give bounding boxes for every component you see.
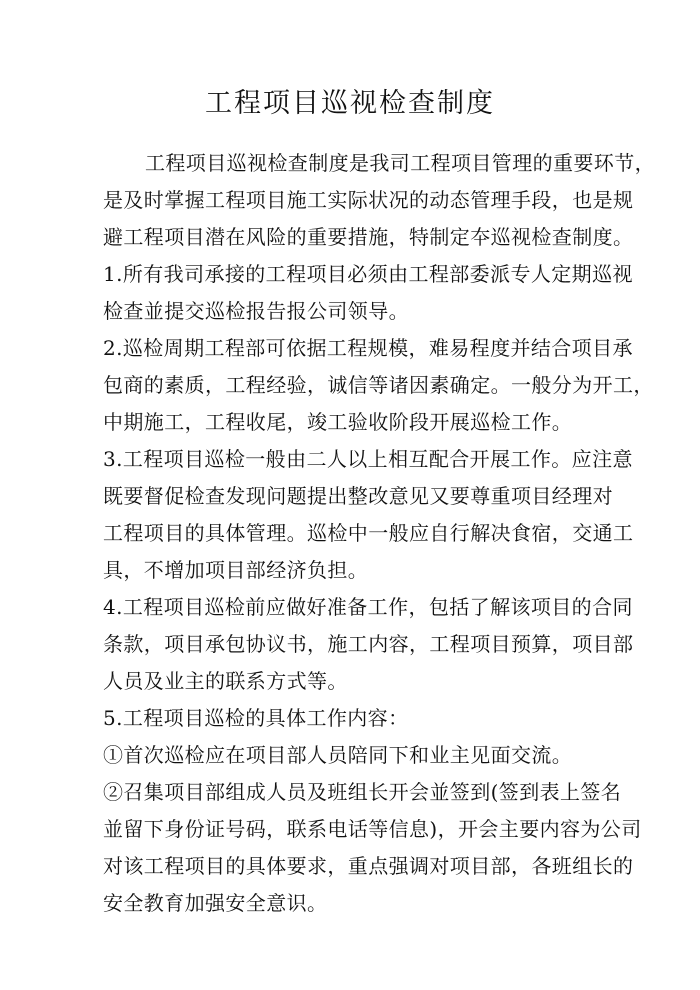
sub-item-2-line: 对该工程项目的具体要求，重点强调对项目部，各班组长的 [103,854,634,878]
item-5-heading: 5.工程项目巡检的具体工作内容： [103,706,409,730]
paragraph-line: 避工程项目潜在风险的重要措施，特制定夲巡视检查制度。 [103,225,634,249]
paragraph-line: 是及时掌握工程项目施工实际状况的动态管理手段，也是规 [103,188,634,212]
sub-item-2-line: 並留下身份证号码，联系电话等信息)，开会主要内容为公司 [103,817,642,841]
item-1-line: 检查並提交巡检报告报公司领导。 [103,299,409,323]
document-title: 工程项目巡视检查制度 [205,88,495,119]
item-2-line: 中期施工，工程收尾，竣工验收阶段开展巡检工作。 [103,410,573,434]
item-4-line: 条款，项目承包协议书，施工内容，工程项目预算，项目部 [103,632,634,656]
paragraph-line: 工程项目巡视检查制度是我司工程项目管理的重要环节， [145,151,655,175]
sub-item-2-line: 安全教育加强安全意识。 [103,891,328,915]
item-3-line: 既要督促检查发现问题提出整改意见又要尊重项目经理对 [103,484,613,508]
item-3-line: 具，不增加项目部经济负担。 [103,558,369,582]
item-3-line: 3.工程项目巡检一般由二人以上相互配合开展工作。应注意 [103,447,633,471]
item-2-line: 包商的素质，工程经验，诚信等诸因素确定。一般分为开工， [103,373,654,397]
item-3-line: 工程项目的具体管理。巡检中一般应自行解决食宿，交通工 [103,521,634,545]
item-1-line: 1.所有我司承接的工程项目必须由工程部委派专人定期巡视 [103,262,633,286]
document-body [103,145,655,922]
item-4-line: 4.工程项目巡检前应做好准备工作，包括了解该项目的合同 [103,595,633,619]
item-4-line: 人员及业主的联系方式等。 [103,669,348,693]
item-2-line: 2.巡检周期工程部可依据工程规模，难易程度并结合项目承 [103,336,633,360]
sub-item-2-line: ②召集项目部组成人员及班组长开会並签到(签到表上签名 [103,780,622,804]
sub-item-1-line: ①首次巡检应在项目部人员陪同下和业主见面交流。 [103,743,573,767]
